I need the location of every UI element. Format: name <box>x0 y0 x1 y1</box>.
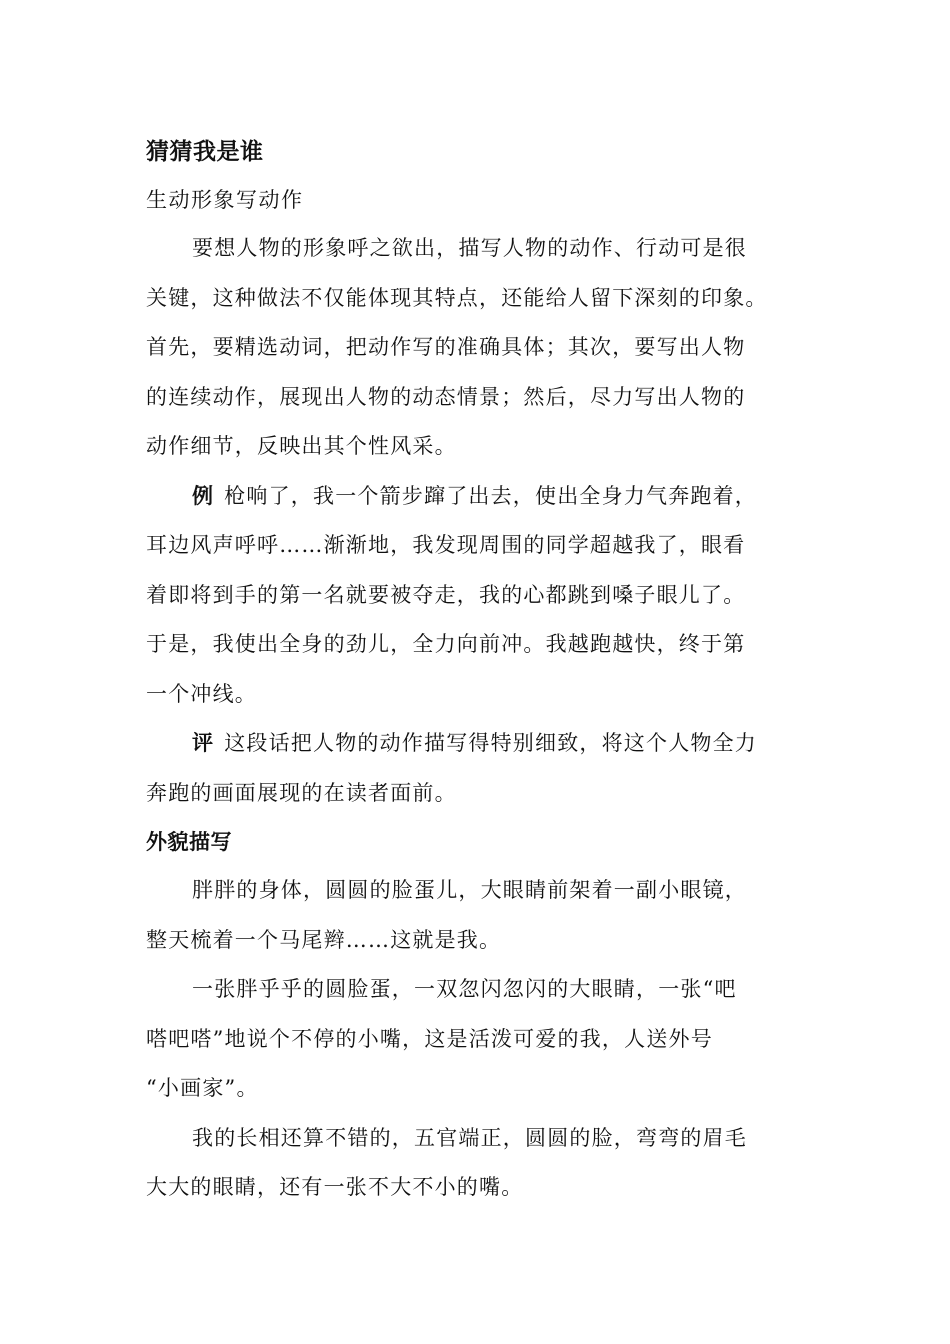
document-title: 猜猜我是谁 <box>146 139 264 165</box>
text-line <box>146 472 836 522</box>
text-line: 首先，要精选动词，把动作写的准确具体；其次，要写出人物 <box>146 335 746 359</box>
text-line: 奔跑的画面展现的在读者面前。 <box>146 780 457 805</box>
text-line: 一张胖乎乎的圆脸蛋，一双忽闪忽闪的大眼睛，一张“吧 <box>192 977 737 1001</box>
text-line: 动作细节，反映出其个性风采。 <box>146 434 457 458</box>
text-line: 于是，我使出全身的劲儿，全力向前冲。我越跑越快，终于第 <box>146 632 746 656</box>
text-line: 着即将到手的第一名就要被夺走，我的心都跳到嗓子眼儿了。 <box>146 582 746 607</box>
text-line: 耳边风声呼呼……渐渐地，我发现周围的同学超越我了，眼看 <box>146 533 746 557</box>
appearance-paragraph-3 <box>146 1114 836 1213</box>
appearance-paragraph-2 <box>146 965 836 1114</box>
comment-label: 评 <box>192 731 215 755</box>
example-paragraph <box>146 472 836 720</box>
comment-paragraph <box>146 719 836 818</box>
text-line: 要想人物的形象呼之欲出，描写人物的动作、行动可是很 <box>192 236 747 260</box>
section-heading-actions: 生动形象写动作 <box>146 188 304 212</box>
text-line: 的连续动作，展现出人物的动态情景；然后，尽力写出人物的 <box>146 384 746 409</box>
appearance-paragraph-1 <box>146 866 836 965</box>
text-line: 关键，这种做法不仅能体现其特点，还能给人留下深刻的印象。 <box>146 285 768 310</box>
example-label: 例 <box>192 483 215 508</box>
example-text: 枪响了，我一个箭步蹿了出去，使出全身力气奔跑着， <box>224 483 758 508</box>
text-line: “小画家”。 <box>146 1076 259 1100</box>
text-line: 我的长相还算不错的，五官端正，圆圆的脸，弯弯的眉毛 <box>192 1125 747 1150</box>
text-line: 胖胖的身体，圆圆的脸蛋儿，大眼睛前架着一副小眼镜， <box>192 878 747 902</box>
comment-text: 这段话把人物的动作描写得特别细致，将这个人物全力 <box>224 731 758 755</box>
intro-paragraph <box>146 224 836 472</box>
text-line <box>146 719 836 769</box>
text-line: 整天梳着一个马尾辫……这就是我。 <box>146 927 502 952</box>
text-line: 嗒吧嗒”地说个不停的小嘴，这是活泼可爱的我，人送外号 <box>146 1026 713 1051</box>
text-line: 大大的眼睛，还有一张不大不小的嘴。 <box>146 1175 524 1199</box>
document-page <box>146 128 836 1213</box>
text-line: 一个冲线。 <box>146 681 257 706</box>
section-heading-appearance: 外貌描写 <box>146 830 232 854</box>
